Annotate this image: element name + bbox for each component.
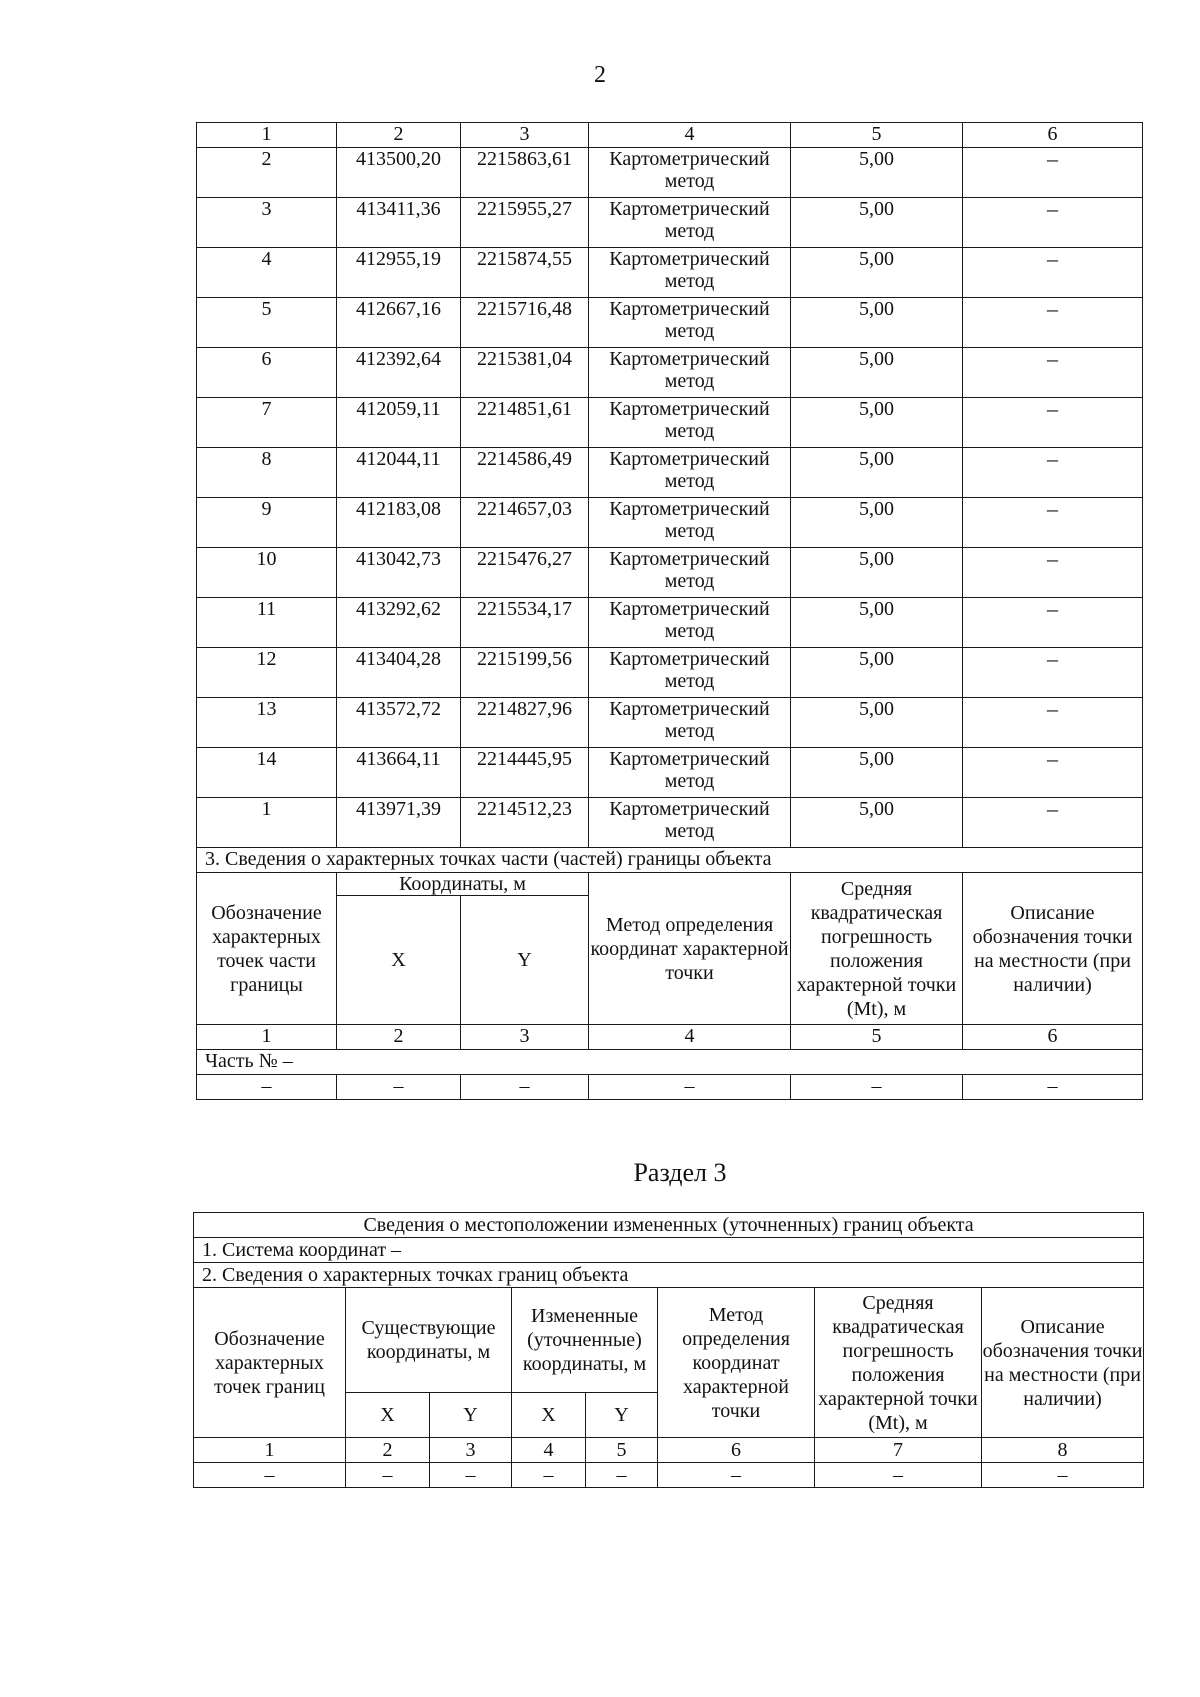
boundary-points-table-body: [197, 123, 1143, 848]
column-number: 1: [194, 1438, 346, 1463]
method-cell: Картометрический метод: [589, 748, 791, 798]
empty-cell: –: [586, 1463, 658, 1488]
part-empty-row: [197, 1075, 1143, 1100]
coords-header: Координаты, м: [337, 873, 589, 896]
y-header: Y: [586, 1393, 658, 1438]
column-number: 4: [589, 1025, 791, 1050]
method-header: Метод определения координат характерной точки: [589, 873, 791, 1025]
column-number: 6: [963, 1025, 1143, 1050]
part-label: Часть № –: [197, 1050, 1143, 1075]
y-coordinate-cell: 2215476,27: [461, 548, 589, 598]
y-header: Y: [461, 896, 589, 1025]
coord-system: 1. Система координат –: [194, 1238, 1144, 1263]
y-coordinate-cell: 2214657,03: [461, 498, 589, 548]
point-number-cell: 7: [197, 398, 337, 448]
error-cell: 5,00: [791, 798, 963, 848]
table-row: [197, 148, 1143, 198]
error-cell: 5,00: [791, 198, 963, 248]
coord-system-row: [194, 1238, 1144, 1263]
part-label-row: [197, 1050, 1143, 1075]
method-cell: Картометрический метод: [589, 398, 791, 448]
error-cell: 5,00: [791, 348, 963, 398]
description-cell: –: [963, 598, 1143, 648]
method-cell: Картометрический метод: [589, 498, 791, 548]
section3-header-row: [194, 1288, 1144, 1393]
y-coordinate-cell: 2215534,17: [461, 598, 589, 648]
points-title: 2. Сведения о характерных точках границ объекта: [194, 1263, 1144, 1288]
y-coordinate-cell: 2214827,96: [461, 698, 589, 748]
empty-cell: –: [589, 1075, 791, 1100]
method-cell: Картометрический метод: [589, 648, 791, 698]
method-cell: Картометрический метод: [589, 298, 791, 348]
column-number: 3: [430, 1438, 512, 1463]
section-title: Раздел 3: [633, 1158, 727, 1187]
column-number: 2: [337, 1025, 461, 1050]
table-title: Сведения о местоположении измененных (уточненных) границ объекта: [194, 1213, 1144, 1238]
column-number: 8: [982, 1438, 1144, 1463]
empty-cell: –: [815, 1463, 982, 1488]
error-cell: 5,00: [791, 148, 963, 198]
x-header: X: [512, 1393, 586, 1438]
column-number: 5: [586, 1438, 658, 1463]
error-cell: 5,00: [791, 448, 963, 498]
table-row: [197, 448, 1143, 498]
point-number-cell: 14: [197, 748, 337, 798]
section3-empty-row: [194, 1463, 1144, 1488]
y-coordinate-cell: 2214851,61: [461, 398, 589, 448]
empty-cell: –: [791, 1075, 963, 1100]
empty-cell: –: [982, 1463, 1144, 1488]
designation-header: Обозначение характерных точек части границы: [197, 873, 337, 1025]
description-cell: –: [963, 748, 1143, 798]
method-cell: Картометрический метод: [589, 198, 791, 248]
description-cell: –: [963, 398, 1143, 448]
error-cell: 5,00: [791, 398, 963, 448]
y-coordinate-cell: 2214512,23: [461, 798, 589, 848]
point-number-cell: 2: [197, 148, 337, 198]
point-number-cell: 8: [197, 448, 337, 498]
x-coordinate-cell: 413411,36: [337, 198, 461, 248]
point-number-cell: 9: [197, 498, 337, 548]
point-number-cell: 10: [197, 548, 337, 598]
error-cell: 5,00: [791, 248, 963, 298]
empty-cell: –: [658, 1463, 815, 1488]
method-cell: Картометрический метод: [589, 448, 791, 498]
changed-coords-header: Измененные (уточненные) координаты, м: [512, 1288, 658, 1393]
part-section-title: 3. Сведения о характерных точках части (частей) границы объекта: [197, 848, 1143, 873]
empty-cell: –: [963, 1075, 1143, 1100]
method-cell: Картометрический метод: [589, 248, 791, 298]
point-number-cell: 1: [197, 798, 337, 848]
empty-cell: –: [461, 1075, 589, 1100]
method-header: Метод определения координат характерной точки: [658, 1288, 815, 1438]
y-coordinate-cell: 2215716,48: [461, 298, 589, 348]
column-number: 5: [791, 1025, 963, 1050]
empty-cell: –: [430, 1463, 512, 1488]
table-row: [197, 648, 1143, 698]
column-number: 7: [815, 1438, 982, 1463]
empty-cell: –: [512, 1463, 586, 1488]
method-cell: Картометрический метод: [589, 598, 791, 648]
column-number: 1: [197, 1025, 337, 1050]
description-cell: –: [963, 548, 1143, 598]
y-header: Y: [430, 1393, 512, 1438]
description-cell: –: [963, 198, 1143, 248]
x-coordinate-cell: 412059,11: [337, 398, 461, 448]
description-cell: –: [963, 348, 1143, 398]
existing-coords-header: Существующие координаты, м: [346, 1288, 512, 1393]
table-row: [197, 698, 1143, 748]
description-cell: –: [963, 648, 1143, 698]
description-header: Описание обозначения точки на местности (при наличии): [982, 1288, 1144, 1438]
table-row: [197, 198, 1143, 248]
column-number: 4: [589, 123, 791, 148]
column-number: 2: [337, 123, 461, 148]
description-cell: –: [963, 148, 1143, 198]
table-row: [197, 298, 1143, 348]
x-coordinate-cell: 413404,28: [337, 648, 461, 698]
empty-cell: –: [194, 1463, 346, 1488]
designation-header: Обозначение характерных точек границ: [194, 1288, 346, 1438]
x-coordinate-cell: 412955,19: [337, 248, 461, 298]
point-number-cell: 6: [197, 348, 337, 398]
x-coordinate-cell: 412183,08: [337, 498, 461, 548]
y-coordinate-cell: 2214586,49: [461, 448, 589, 498]
y-coordinate-cell: 2215874,55: [461, 248, 589, 298]
part-header-row: [197, 873, 1143, 896]
column-number: 4: [512, 1438, 586, 1463]
column-number: 3: [461, 123, 589, 148]
table-row: [197, 548, 1143, 598]
description-cell: –: [963, 798, 1143, 848]
x-header: X: [337, 896, 461, 1025]
y-coordinate-cell: 2215955,27: [461, 198, 589, 248]
table-row: [197, 398, 1143, 448]
x-coordinate-cell: 413664,11: [337, 748, 461, 798]
description-cell: –: [963, 698, 1143, 748]
point-number-cell: 13: [197, 698, 337, 748]
column-number: 5: [791, 123, 963, 148]
x-coordinate-cell: 413500,20: [337, 148, 461, 198]
part-section-title-row: [197, 848, 1143, 873]
table-row: [197, 748, 1143, 798]
method-cell: Картометрический метод: [589, 348, 791, 398]
x-header: X: [346, 1393, 430, 1438]
y-coordinate-cell: 2215199,56: [461, 648, 589, 698]
part-column-numbers-row: [197, 1025, 1143, 1050]
description-cell: –: [963, 298, 1143, 348]
empty-cell: –: [197, 1075, 337, 1100]
error-header: Средняя квадратическая погрешность положения характерной точки (Mt), м: [791, 873, 963, 1025]
y-coordinate-cell: 2214445,95: [461, 748, 589, 798]
part-points-section: [197, 848, 1143, 1100]
error-header: Средняя квадратическая погрешность положения характерной точки (Mt), м: [815, 1288, 982, 1438]
point-number-cell: 11: [197, 598, 337, 648]
description-cell: –: [963, 248, 1143, 298]
error-cell: 5,00: [791, 648, 963, 698]
empty-cell: –: [346, 1463, 430, 1488]
column-number: 6: [658, 1438, 815, 1463]
error-cell: 5,00: [791, 498, 963, 548]
x-coordinate-cell: 412044,11: [337, 448, 461, 498]
section3-column-numbers-row: [194, 1438, 1144, 1463]
changed-boundaries-table: [193, 1212, 1144, 1488]
page-number: 2: [594, 62, 606, 88]
error-cell: 5,00: [791, 298, 963, 348]
points-title-row: [194, 1263, 1144, 1288]
point-number-cell: 3: [197, 198, 337, 248]
x-coordinate-cell: 412667,16: [337, 298, 461, 348]
x-coordinate-cell: 413042,73: [337, 548, 461, 598]
table-row: [197, 348, 1143, 398]
description-cell: –: [963, 498, 1143, 548]
point-number-cell: 12: [197, 648, 337, 698]
table-row: [197, 798, 1143, 848]
method-cell: Картометрический метод: [589, 148, 791, 198]
method-cell: Картометрический метод: [589, 698, 791, 748]
method-cell: Картометрический метод: [589, 798, 791, 848]
y-coordinate-cell: 2215381,04: [461, 348, 589, 398]
method-cell: Картометрический метод: [589, 548, 791, 598]
error-cell: 5,00: [791, 698, 963, 748]
table-row: [197, 598, 1143, 648]
column-number: 2: [346, 1438, 430, 1463]
x-coordinate-cell: 413292,62: [337, 598, 461, 648]
column-number: 6: [963, 123, 1143, 148]
y-coordinate-cell: 2215863,61: [461, 148, 589, 198]
boundary-points-table: [196, 122, 1143, 1100]
error-cell: 5,00: [791, 548, 963, 598]
description-header: Описание обозначения точки на местности (при наличии): [963, 873, 1143, 1025]
point-number-cell: 5: [197, 298, 337, 348]
table-title-row: [194, 1213, 1144, 1238]
table-row: [197, 498, 1143, 548]
point-number-cell: 4: [197, 248, 337, 298]
x-coordinate-cell: 413572,72: [337, 698, 461, 748]
column-number: 3: [461, 1025, 589, 1050]
x-coordinate-cell: 413971,39: [337, 798, 461, 848]
x-coordinate-cell: 412392,64: [337, 348, 461, 398]
table-row: [197, 248, 1143, 298]
error-cell: 5,00: [791, 598, 963, 648]
column-number: 1: [197, 123, 337, 148]
empty-cell: –: [337, 1075, 461, 1100]
column-numbers-row: [197, 123, 1143, 148]
description-cell: –: [963, 448, 1143, 498]
error-cell: 5,00: [791, 748, 963, 798]
